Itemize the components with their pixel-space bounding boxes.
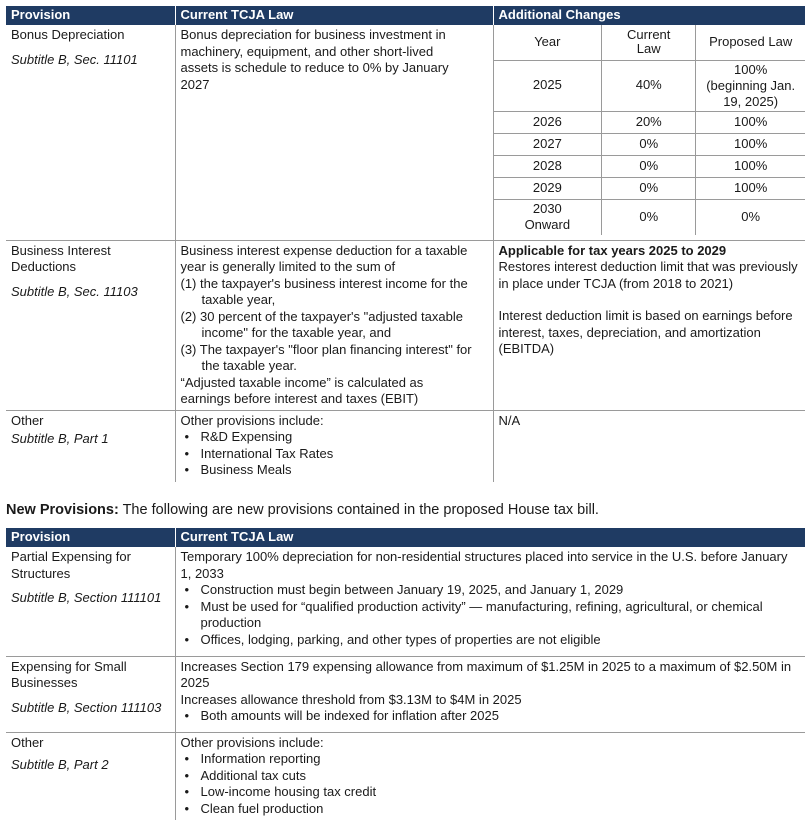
schedule-proposed: 100% [696,155,805,177]
current-law-line: Bonus depreciation for business investment in [180,27,446,42]
schedule-current: 0% [602,155,696,177]
current-law-cell [175,25,493,240]
schedule-year: 2030 Onward [494,199,602,235]
current-law-line: Other provisions include: [180,734,324,750]
schedule-current: 0% [602,199,696,235]
provision-name: Other [11,734,44,750]
schedule-year: 2028 [494,155,602,177]
new-provisions-caption [6,502,599,519]
current-law-cell [175,410,493,482]
list-item: • Low-income housing tax credit [181,784,801,801]
current-law-cell [175,732,805,820]
header-additional-changes: Additional Changes [493,6,805,25]
schedule-row [494,111,806,133]
provision-subtitle: Subtitle B, Section 111103 [11,699,162,715]
schedule-proposed: 100% [696,111,805,133]
current-law-cell [175,547,805,656]
schedule-row [494,133,806,155]
list-item: • Information reporting [181,751,801,768]
provision-name: Bonus Depreciation [11,27,125,42]
current-law-line: assets is schedule to reduce to 0% by January [180,60,449,75]
table-header-row [6,528,805,547]
schedule-row [494,60,806,111]
current-law-line: Other provisions include: [180,412,324,428]
numbered-item: (1) the taxpayer's business interest income for the taxable year, [180,275,468,307]
new-provisions-table [6,528,805,820]
schedule-current: 20% [602,111,696,133]
changes-paragraph: Interest deduction limit is based on earnings before interest, taxes, depreciation, and amortization (EBITDA) [498,308,793,356]
provision-cell [6,240,175,410]
provision-cell [6,410,175,482]
schedule-header-year: Year [494,25,602,60]
provision-cell [6,25,175,240]
list-item: • International Tax Rates [181,446,488,463]
table-row-business-interest [6,240,805,410]
bullet-list [181,429,488,479]
current-law-line: machinery, equipment, and other short-lived [180,43,434,59]
schedule-proposed: 0% [696,199,805,235]
current-law-line: Increases Section 179 expensing allowance from maximum of $1.25M in 2025 to a maximum of $2.50M in 2025 [180,658,792,690]
schedule-current: 40% [602,60,696,111]
schedule-year: 2025 [494,60,602,111]
provision-cell [6,732,175,820]
schedule-year: 2029 [494,177,602,199]
caption-text: The following are new provisions contained in the proposed House tax bill. [118,502,599,518]
schedule-year: 2026 [494,111,602,133]
provision-name: Other [11,412,44,428]
additional-changes-cell [493,410,805,482]
current-law-line: earnings before interest and taxes (EBIT) [180,391,419,406]
schedule-year: 2027 [494,133,602,155]
schedule-header-proposed: Proposed Law [696,25,805,60]
bullet-list [181,751,801,817]
provision-cell [6,656,175,732]
current-law-line: year is generally limited to the sum of [180,259,396,274]
changes-na: N/A [498,412,521,428]
existing-provisions-table [6,6,805,482]
bullet-list [181,708,801,725]
provision-subtitle: Subtitle B, Part 1 [11,431,109,446]
list-item: • Construction must begin between January 19, 2025, and January 1, 2029 [181,582,801,599]
list-item: • Business Meals [181,462,488,479]
table-row-bonus-depreciation [6,25,805,240]
schedule-header-current: Current Law [602,25,696,60]
bullet-list [181,582,801,648]
provision-cell [6,547,175,656]
current-law-cell [175,656,805,732]
list-item: • Both amounts will be indexed for inflation after 2025 [181,708,801,725]
numbered-item: (3) The taxpayer's "floor plan financing interest" for the taxable year. [180,341,472,373]
provision-name: Business Interest Deductions [11,242,111,274]
current-law-line: Temporary 100% depreciation for non-residential structures placed into service in the U.S. before January 1, 2033 [180,549,788,581]
schedule-row [494,199,806,235]
schedule-header-row [494,25,806,60]
schedule-proposed: 100% (beginning Jan. 19, 2025) [696,60,805,111]
table-row-partial-expensing [6,547,805,656]
header-provision: Provision [6,528,175,547]
header-current-law: Current TCJA Law [175,528,805,547]
additional-changes-cell [493,240,805,410]
table-header-row [6,6,805,25]
provision-name: Expensing for Small Businesses [11,658,127,690]
list-item: • Clean fuel production [181,801,801,818]
changes-title: Applicable for tax years 2025 to 2029 [498,242,727,258]
table-row-other [6,410,805,482]
table-row-small-business [6,656,805,732]
provision-subtitle: Subtitle B, Sec. 11103 [11,283,138,299]
provision-subtitle: Subtitle B, Part 2 [11,757,109,772]
current-law-line: “Adjusted taxable income” is calculated as [180,374,424,390]
schedule-row [494,155,806,177]
numbered-item: (2) 30 percent of the taxpayer's "adjusted taxable income" for the taxable year, and [180,308,463,340]
schedule-current: 0% [602,133,696,155]
additional-changes-cell [493,25,805,240]
current-law-line: 2027 [180,76,210,92]
provision-name: Partial Expensing for Structures [11,549,131,581]
list-item: • Additional tax cuts [181,768,801,785]
list-item: • Offices, lodging, parking, and other types of properties are not eligible [181,632,801,649]
header-current-law: Current TCJA Law [175,6,493,25]
provision-subtitle: Subtitle B, Section 111101 [11,590,162,605]
current-law-line: Increases allowance threshold from $3.13M to $4M in 2025 [180,691,522,707]
current-law-cell [175,240,493,410]
list-item: • R&D Expensing [181,429,488,446]
caption-bold: New Provisions: [6,502,119,518]
changes-paragraph: Restores interest deduction limit that was previously in place under TCJA (from 2018 to 2021) [498,259,798,291]
schedule-row [494,177,806,199]
current-law-line: Business interest expense deduction for a taxable [180,242,468,258]
table-row-other [6,732,805,820]
schedule-proposed: 100% [696,133,805,155]
list-item: • Must be used for “qualified production activity” — manufacturing, refining, agricultural, or chemical production [181,599,801,632]
schedule-proposed: 100% [696,177,805,199]
header-provision: Provision [6,6,175,25]
bonus-schedule-table [494,25,806,235]
schedule-current: 0% [602,177,696,199]
provision-subtitle: Subtitle B, Sec. 11101 [11,51,138,67]
